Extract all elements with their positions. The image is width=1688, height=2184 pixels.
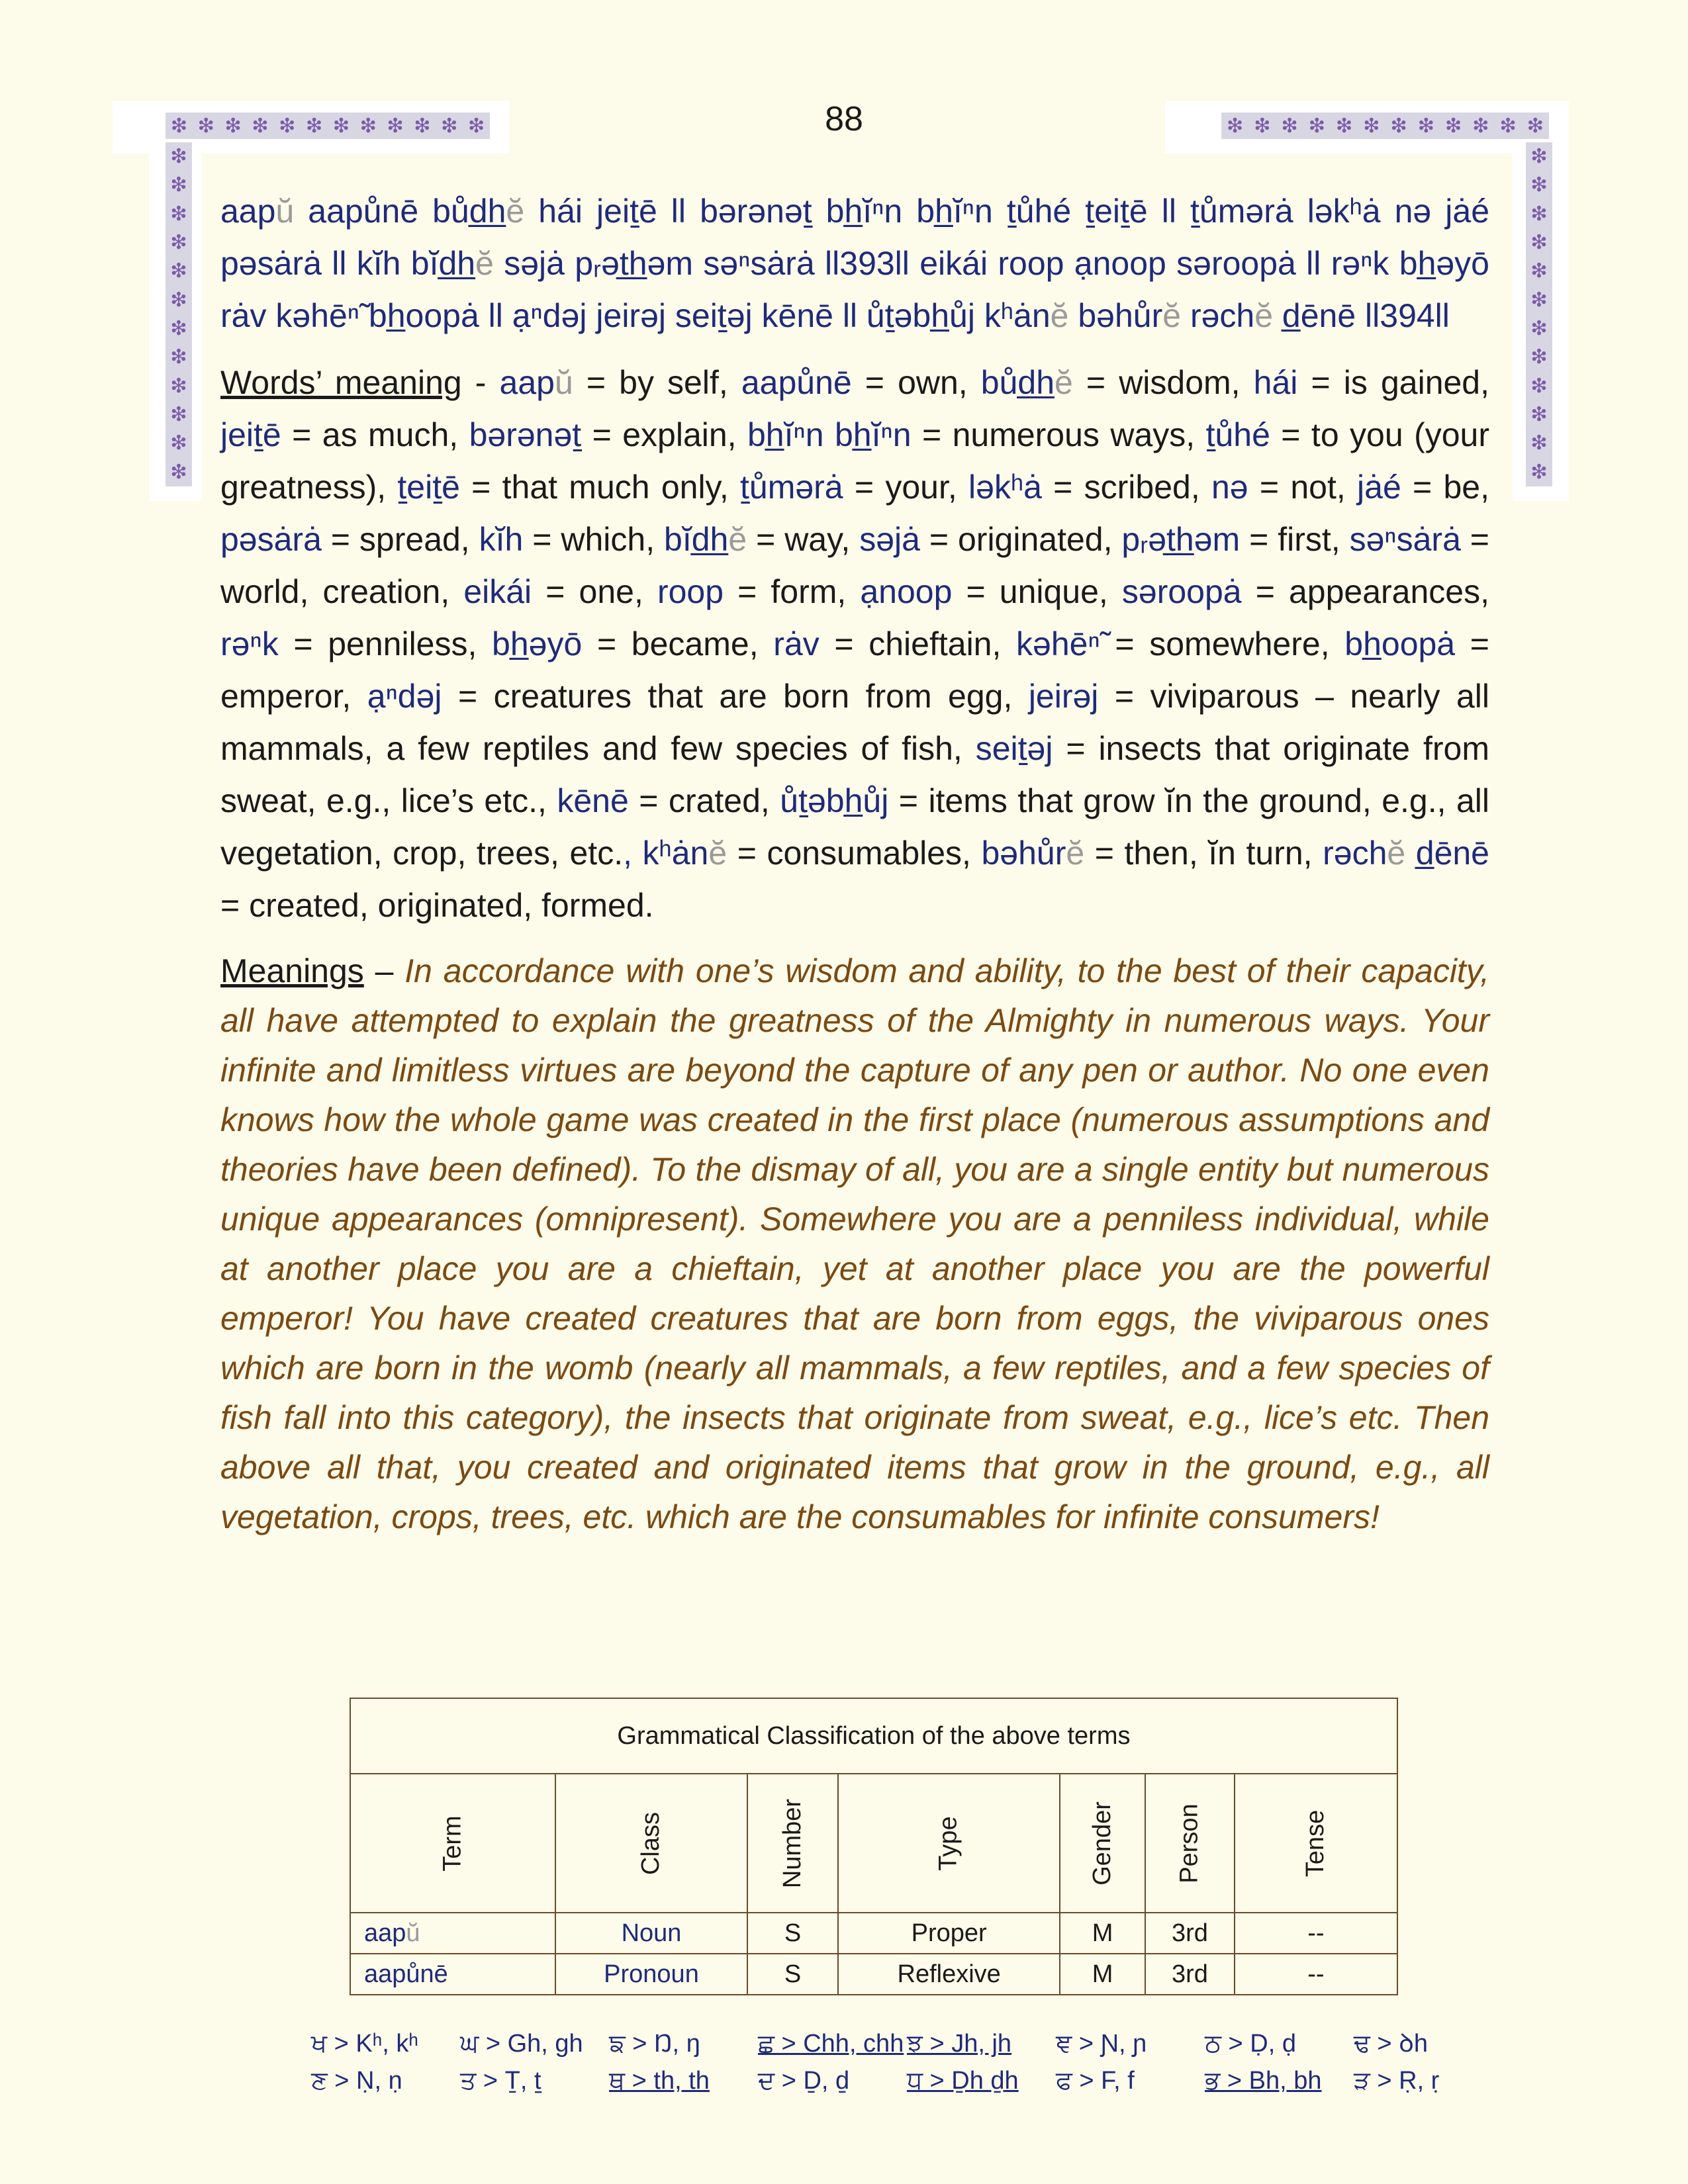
header-term: Term (350, 1774, 555, 1913)
ornament-strip-left: ❇ ❇ ❇ ❇ ❇ ❇ ❇ ❇ ❇ ❇ ❇ ❇ (165, 142, 192, 486)
legend-item: ਠ > Ḍ, ḍ (1205, 2030, 1296, 2058)
cell-term: aapůnē (350, 1954, 555, 1995)
cell-gender: M (1060, 1954, 1145, 1995)
cell-number: S (747, 1954, 838, 1995)
gurmukhi-legend (311, 2025, 1503, 2099)
verse-transliteration: aapŭ aapůnē bůd̲h̲ĕ hái jeiṯē ll bərənəṯ bh̲ĭⁿn bh̲ĭⁿn ṯůhé ṯeiṯē ll ṯůmərȧ ləkʰȧ nə jȧé pəsȧrȧ ll kĭh bĭd̲h̲ĕ səjȧ pᵣət̲h̲əm səⁿsȧrȧ ll393ll eikái roop ạnoop səroopȧ ll rəⁿk bh̲əyō rȧv kəhēⁿ̃ bh̲oopȧ ll ạⁿdəj jeirəj seiṯəj kēnē ll ůṯəbh̲ůj kʰȧnĕ bəhůrĕ rəchĕ d̲ēnē ll394ll (220, 193, 1490, 334)
table-row (350, 1913, 1397, 1954)
grammar-table (350, 1698, 1398, 1995)
legend-item: ਞ > Ɲ, ɲ (1056, 2030, 1147, 2058)
cell-tense: -- (1235, 1954, 1397, 1995)
header-gender: Gender (1060, 1774, 1145, 1913)
legend-item: ਭ > Bh, bh (1205, 2067, 1322, 2095)
legend-item: ਖ > Kʰ, kʰ (311, 2030, 418, 2058)
header-class: Class (555, 1774, 747, 1913)
header-type: Type (838, 1774, 1060, 1913)
page-content (220, 185, 1489, 1542)
legend-item: ਦ > Ḏ, ḏ (758, 2067, 850, 2095)
legend-item: ਙ > Ŋ, ŋ (609, 2030, 700, 2058)
words-meaning-paragraph: Words’ meaning - aapŭ = by self, aapůnē = own, bůd̲h̲ĕ = wisdom, hái = is gained, jeiṯē = as much, bərənəṯ = explain, bh̲ĭⁿn bh̲ĭⁿn = numerous ways, ṯůhé = to you (your greatness), ṯeiṯē = that much only, ṯůmərȧ = your, ləkʰȧ = scribed, nə = not, jȧé = be, pəsȧrȧ = spread, kĭh = which, bĭd̲h̲ĕ = way, səjȧ = originated, pᵣət̲h̲əm = first, səⁿsȧrȧ = world, creation, eikái = one, roop = form, ạnoop = unique, səroopȧ = appearances, rəⁿk = penniless, bh̲əyō = became, rȧv = chieftain, kəhēⁿ̃ = somewhere, bh̲oopȧ = emperor, ạⁿdəj = creatures that are born from egg, jeirəj = viviparous – nearly all mammals, a few reptiles and few species of fish, seiṯəj = insects that originate from sweat, e.g., lice’s etc., kēnē = crated, ůṯəbh̲ůj = items that grow ĭn the ground, e.g., all vegetation, crop, trees, etc., kʰȧnĕ = consumables, bəhůrĕ = then, ĭn turn, rəchĕ d̲ēnē = created, originated, formed. (220, 364, 1490, 924)
cell-type: Reflexive (838, 1954, 1060, 1995)
cell-type: Proper (838, 1913, 1060, 1954)
legend-row-2 (311, 2062, 1503, 2099)
meanings-heading: Meanings (220, 952, 364, 989)
cell-term: aapŭ (350, 1913, 555, 1954)
page-number: 88 (825, 100, 863, 138)
cell-class: Noun (555, 1913, 747, 1954)
cell-person: 3rd (1145, 1913, 1235, 1954)
legend-item: ਥ > th, th (609, 2067, 710, 2095)
cell-class: Pronoun (555, 1954, 747, 1995)
header-tense: Tense (1235, 1774, 1397, 1913)
legend-item: ਝ > Jh, jh (907, 2030, 1012, 2058)
ornament-strip-top-left: ❇ ❇ ❇ ❇ ❇ ❇ ❇ ❇ ❇ ❇ ❇ ❇ (165, 113, 490, 139)
ornament-strip-top-right: ❇ ❇ ❇ ❇ ❇ ❇ ❇ ❇ ❇ ❇ ❇ ❇ (1221, 113, 1549, 139)
table-header-row (350, 1774, 1397, 1913)
legend-row-1 (311, 2025, 1503, 2062)
meanings-paragraph: Meanings – In accordance with one’s wisdom and ability, to the best of their capacity, all have attempted to explain the greatness of the Almighty in numerous ways. Your infinite and limitless virtues are beyond the capture of any pen or author. No one even knows how the whole game was created in the first place (numerous assumptions and theories have been defined). To the dismay of all, you are a single entity but numerous unique appearances (omnipresent). Somewhere you are a penniless individual, while at another place you are a chieftain, yet at another place you are the powerful emperor! You have created creatures that are born from eggs, the viviparous ones which are born in the womb (nearly all mammals, a few reptiles, and a few species of fish fall into this category), the insects that originate from sweat, e.g., lice’s etc. Then above all that, you created and originated items that grow in the ground, e.g., all vegetation, crops, trees, etc. which are the consumables for infinite consumers! (220, 952, 1490, 1535)
table-row (350, 1954, 1397, 1995)
legend-item: ਧ > Ḏh ḏh (907, 2067, 1019, 2095)
legend-item: ਢ > ꝺh (1354, 2030, 1429, 2058)
legend-item: ਤ > Ṯ, ṯ (460, 2067, 541, 2095)
header-number: Number (747, 1774, 838, 1913)
table-caption: Grammatical Classification of the above terms (350, 1698, 1397, 1774)
cell-tense: -- (1235, 1913, 1397, 1954)
ornament-strip-right: ❇ ❇ ❇ ❇ ❇ ❇ ❇ ❇ ❇ ❇ ❇ ❇ (1526, 142, 1552, 486)
legend-item: ਫ > F, f (1056, 2067, 1135, 2095)
legend-item: ੜ > Ṛ, ṛ (1354, 2067, 1440, 2095)
cell-person: 3rd (1145, 1954, 1235, 1995)
legend-item: ਘ > Gh, gh (460, 2030, 583, 2058)
legend-item: ਣ > Ṇ, ṇ (311, 2067, 402, 2095)
words-meaning-heading: Words’ meaning (220, 364, 462, 401)
cell-number: S (747, 1913, 838, 1954)
legend-item: ਛ > Chh, chh (758, 2030, 904, 2058)
meanings-text: In accordance with one’s wisdom and ability, to the best of their capacity, all have attempted to explain the greatness of the Almighty in numerous ways. Your infinite and limitless virtues are beyond the capture of any pen or author. No one even knows how the whole game was created in the first place (numerous assumptions and theories have been defined). To the dismay of all, you are a single entity but numerous unique appearances (omnipresent). Somewhere you are a penniless individual, while at another place you are a chieftain, yet at another place you are the powerful emperor! You have created creatures that are born from eggs, the viviparous ones which are born in the womb (nearly all mammals, a few reptiles, and a few species of fish fall into this category), the insects that originate from sweat, e.g., lice’s etc. Then above all that, you created and originated items that grow in the ground, e.g., all vegetation, crops, trees, etc. which are the consumables for infinite consumers! (220, 952, 1490, 1535)
cell-gender: M (1060, 1913, 1145, 1954)
header-person: Person (1145, 1774, 1235, 1913)
